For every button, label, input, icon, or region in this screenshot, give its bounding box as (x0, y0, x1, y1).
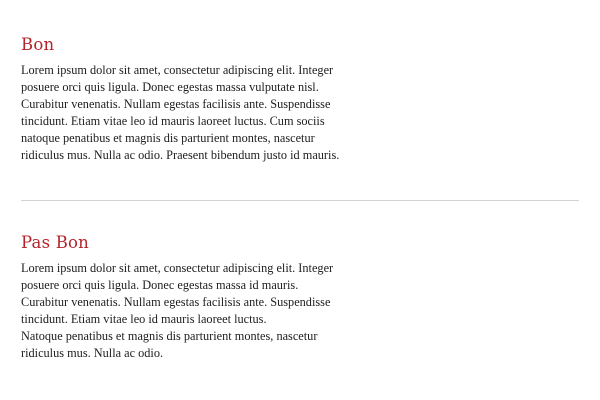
section-bon (21, 35, 581, 165)
section-title-pas-bon: Pas Bon (21, 233, 89, 252)
paragraph-bon (21, 62, 381, 165)
section-title-bon: Bon (21, 35, 55, 54)
paragraph-line: Natoque penatibus et magnis dis parturient montes, nascetur (21, 329, 318, 344)
section-pas-bon (21, 233, 581, 363)
paragraph-line: ridiculus mus. Nulla ac odio. Praesent bibendum justo id mauris. (21, 148, 340, 163)
paragraph-line: Lorem ipsum dolor sit amet, consectetur adipiscing elit. Integer (21, 63, 334, 77)
paragraph-line: Curabitur venenatis. Nullam egestas facilisis ante. Suspendisse (21, 97, 331, 112)
paragraph-line: natoque penatibus et magnis dis parturient montes, nascetur (21, 131, 315, 146)
paragraph-line: tincidunt. Etiam vitae leo id mauris laoreet luctus. Cum sociis (21, 114, 325, 129)
paragraph-line: tincidunt. Etiam vitae leo id mauris laoreet luctus. (21, 312, 267, 327)
paragraph-line: posuere orci quis ligula. Donec egestas massa id mauris. (21, 278, 299, 293)
paragraph-line: Lorem ipsum dolor sit amet, consectetur adipiscing elit. Integer (21, 261, 334, 275)
paragraph-line: posuere orci quis ligula. Donec egestas massa vulputate nisl. (21, 80, 319, 95)
paragraph-pas-bon (21, 260, 381, 363)
paragraph-line: Curabitur venenatis. Nullam egestas facilisis ante. Suspendisse (21, 295, 331, 310)
paragraph-line: ridiculus mus. Nulla ac odio. (21, 346, 164, 361)
section-divider (21, 200, 579, 201)
